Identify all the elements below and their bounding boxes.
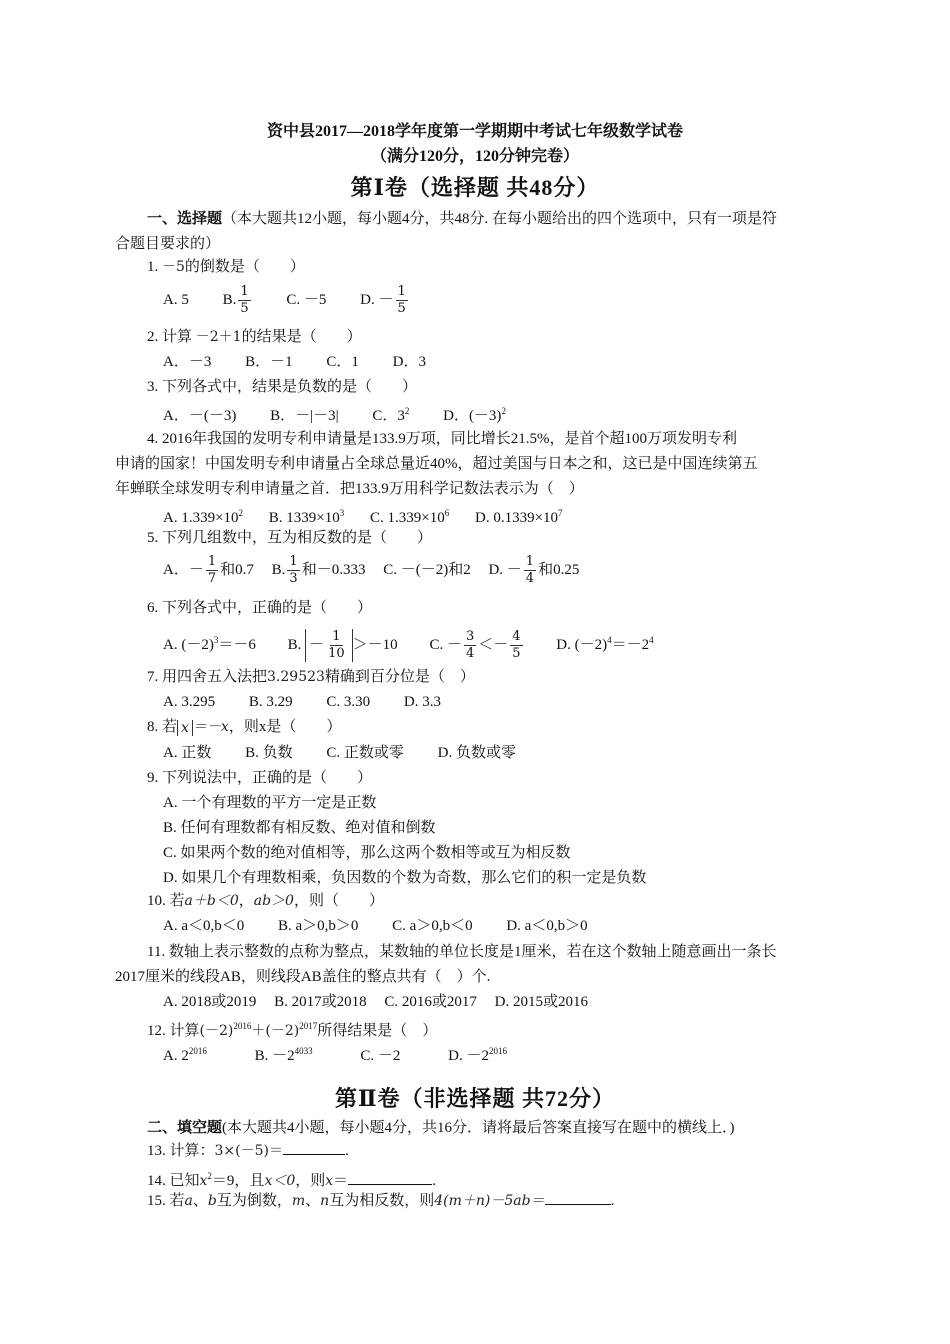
question-2: 2. 计算 －2＋1的结果是（ ） bbox=[147, 329, 362, 345]
q2-option-d: D．3 bbox=[392, 354, 426, 370]
q4-option-b: B. $1339\times 10^3$ bbox=[268, 508, 345, 526]
question-14: 14. 已知$x^2=9$，且x＜0，则x＝ . bbox=[147, 1171, 436, 1189]
q1-option-c: C. －5 bbox=[286, 292, 327, 308]
q15-answer-blank[interactable] bbox=[545, 1190, 611, 1205]
q1-option-d: D. － $\frac{1}{5}$ bbox=[360, 284, 406, 317]
q8-option-c: C. 正数或零 bbox=[326, 745, 404, 761]
question-13: 13. 计算：3×(－5)＝ . bbox=[115, 1140, 855, 1162]
question-7: 7. 用四舍五入法把3.29523精确到百分位是（ ） bbox=[147, 669, 475, 685]
q7-option-a: A. 3.295 bbox=[163, 694, 216, 710]
q5-option-b: B. $\frac{1}{3}$ 和－0.333 bbox=[271, 554, 366, 587]
q10-option-b: B. a＞0,b＞0 bbox=[278, 918, 359, 934]
question-12: 12. 计算$(-2)^{2016}+(-2)^{2017}$所得结果是（ ） bbox=[147, 1021, 438, 1039]
q7-option-d: D. 3.3 bbox=[403, 694, 441, 710]
question-1: 1. －5的倒数是（ ） bbox=[147, 259, 305, 275]
section1-intro bbox=[115, 208, 855, 230]
section2-desc: (本大题共4小题，每小题4分，共16分．请将最后答案直接写在题中的横线上．) bbox=[222, 1120, 735, 1136]
q6-option-b: B. － $\frac{1}{10}$ ＞－10 bbox=[287, 629, 398, 662]
question-10: 10. 若a＋b＜0，ab＞0，则（ ） bbox=[147, 893, 384, 909]
section2-intro bbox=[115, 1117, 855, 1139]
q3-option-a: A．－(－3) bbox=[163, 408, 237, 424]
question-6: 6. 下列各式中，正确的是（ ） bbox=[147, 600, 373, 616]
question-4-line3: 年蝉联全球发明专利申请量之首．把133.9万用科学记数法表示为（ ） bbox=[115, 481, 584, 497]
question-4: 4. 2016年我国的发明专利申请量是133.9万项，同比增长21.5%，是首个超100万项发明专利 bbox=[147, 431, 737, 447]
q3-options bbox=[115, 400, 855, 427]
exam-subtitle: （满分120分，120分钟完卷） bbox=[370, 148, 579, 165]
q2-option-a: A．－3 bbox=[163, 354, 212, 370]
q13-answer-blank[interactable] bbox=[283, 1140, 345, 1155]
question-11: 11. 数轴上表示整数的点称为整点，某数轴的单位长度是1厘米，若在这个数轴上随意画出一条长 bbox=[147, 944, 777, 960]
q10-option-a: A. a＜0,b＜0 bbox=[163, 918, 245, 934]
q10-option-d: D. a＜0,b＞0 bbox=[506, 918, 588, 934]
q4-option-c: C. $1.339\times 10^6$ bbox=[370, 508, 450, 526]
q7-option-c: C. 3.30 bbox=[326, 694, 371, 710]
q2-expression: －2＋1 bbox=[195, 329, 242, 345]
q3-option-c: C．$3^2$ bbox=[372, 406, 410, 424]
q6-option-c: C. － $\frac{3}{4}$ ＜－ $\frac{4}{5}$ bbox=[429, 629, 521, 662]
q9-option-a: A. 一个有理数的平方一定是正数 bbox=[163, 795, 377, 811]
q11-option-c: C. 2016或2017 bbox=[384, 994, 477, 1010]
exam-title: 资中县2017—2018学年度第一学期期中考试七年级数学试卷 bbox=[266, 123, 683, 140]
part1-heading: 第Ⅰ卷（选择题 共48分） bbox=[350, 175, 600, 200]
q4-options bbox=[115, 502, 855, 529]
question-8: 8. 若 x ＝－x，则x是（ ） bbox=[147, 719, 342, 736]
q6-option-a: A. $(-2)^3=-6$ bbox=[163, 635, 256, 653]
part2-heading: 第Ⅱ卷（非选择题 共72分） bbox=[334, 1086, 616, 1111]
q2-options bbox=[115, 351, 855, 373]
q12-option-a: A. $2^{2016}$ bbox=[163, 1046, 207, 1064]
q8-option-a: A. 正数 bbox=[163, 745, 212, 761]
q11-option-a: A. 2018或2019 bbox=[163, 994, 257, 1010]
q11-option-d: D. 2015或2016 bbox=[494, 994, 588, 1010]
q5-options bbox=[115, 551, 855, 589]
section1-desc-cont: 合题目要求的） bbox=[115, 236, 221, 252]
q6-options bbox=[115, 620, 855, 665]
q8-option-b: B. 负数 bbox=[245, 745, 293, 761]
question-3: 3. 下列各式中，结果是负数的是（ ） bbox=[147, 379, 418, 395]
q9-option-d: D. 如果几个有理数相乘，负因数的个数为奇数，那么它们的积一定是负数 bbox=[163, 870, 647, 886]
q8-option-d: D. 负数或零 bbox=[437, 745, 516, 761]
section1-label: 一、选择题 bbox=[147, 211, 223, 227]
q9-option-c: C. 如果两个数的绝对值相等，那么这两个数相等或互为相反数 bbox=[163, 845, 571, 861]
q7-number: 3.29523 bbox=[267, 669, 325, 685]
q5-option-d: D. － $\frac{1}{4}$ 和0.25 bbox=[488, 554, 580, 587]
question-9: 9. 下列说法中，正确的是（ ） bbox=[147, 770, 373, 786]
q2-option-c: C．1 bbox=[326, 354, 359, 370]
q3-option-b: B．－|－3| bbox=[270, 408, 339, 424]
q5-option-a: A．－ $\frac{1}{7}$ 和0.7 bbox=[163, 554, 254, 587]
q5-option-c: C. －(－2)和2 bbox=[383, 562, 471, 578]
q10-options bbox=[115, 915, 855, 937]
q11-option-b: B. 2017或2018 bbox=[274, 994, 367, 1010]
section2-label: 二、填空题 bbox=[147, 1120, 223, 1136]
question-5: 5. 下列几组数中，互为相反数的是（ ） bbox=[147, 530, 433, 546]
q9-option-b: B. 任何有理数都有相反数、绝对值和倒数 bbox=[163, 820, 436, 836]
q1-option-a: A. 5 bbox=[163, 292, 189, 308]
q1-option-b: B. $\frac{1}{5}$ bbox=[222, 284, 249, 317]
question-15: 15. 若a、b互为倒数，m、n互为相反数，则4(m＋n)－5ab＝ . bbox=[115, 1190, 855, 1212]
q2-option-b: B．－1 bbox=[245, 354, 293, 370]
q12-options bbox=[115, 1040, 855, 1067]
q12-option-c: C. －2 bbox=[360, 1048, 401, 1064]
q7-options bbox=[115, 691, 855, 713]
q6-option-d: D. $(-2)^4=-2^4$ bbox=[556, 635, 654, 653]
question-4-line2: 申请的国家！中国发明专利申请量占全球总量近40%，超过美国与日本之和，这已是中国连续第五 bbox=[115, 456, 758, 472]
q12-option-b: B. $-2^{4033}$ bbox=[254, 1046, 313, 1064]
q7-option-b: B. 3.29 bbox=[248, 694, 293, 710]
q4-option-a: A. $1.339\times 10^2$ bbox=[163, 508, 244, 526]
section1-desc: （本大题共12小题，每小题4分，共48分. 在每小题给出的四个选项中，只有一项是符 bbox=[222, 211, 778, 227]
q1-options bbox=[115, 282, 855, 318]
q10-option-c: C. a＞0,b＜0 bbox=[392, 918, 473, 934]
q14-answer-blank[interactable] bbox=[348, 1170, 432, 1185]
question-11-line2: 2017厘米的线段AB，则线段AB盖住的整点共有（ ）个. bbox=[115, 969, 491, 985]
q1-number: －5 bbox=[162, 259, 185, 275]
q12-option-d: D. $-2^{2016}$ bbox=[448, 1046, 507, 1064]
q11-options bbox=[115, 991, 855, 1013]
q4-option-d: D. $0.1339\times 10^7$ bbox=[474, 508, 563, 526]
q3-option-d: D．$(-3)^2$ bbox=[443, 406, 506, 424]
q8-options bbox=[115, 742, 855, 764]
